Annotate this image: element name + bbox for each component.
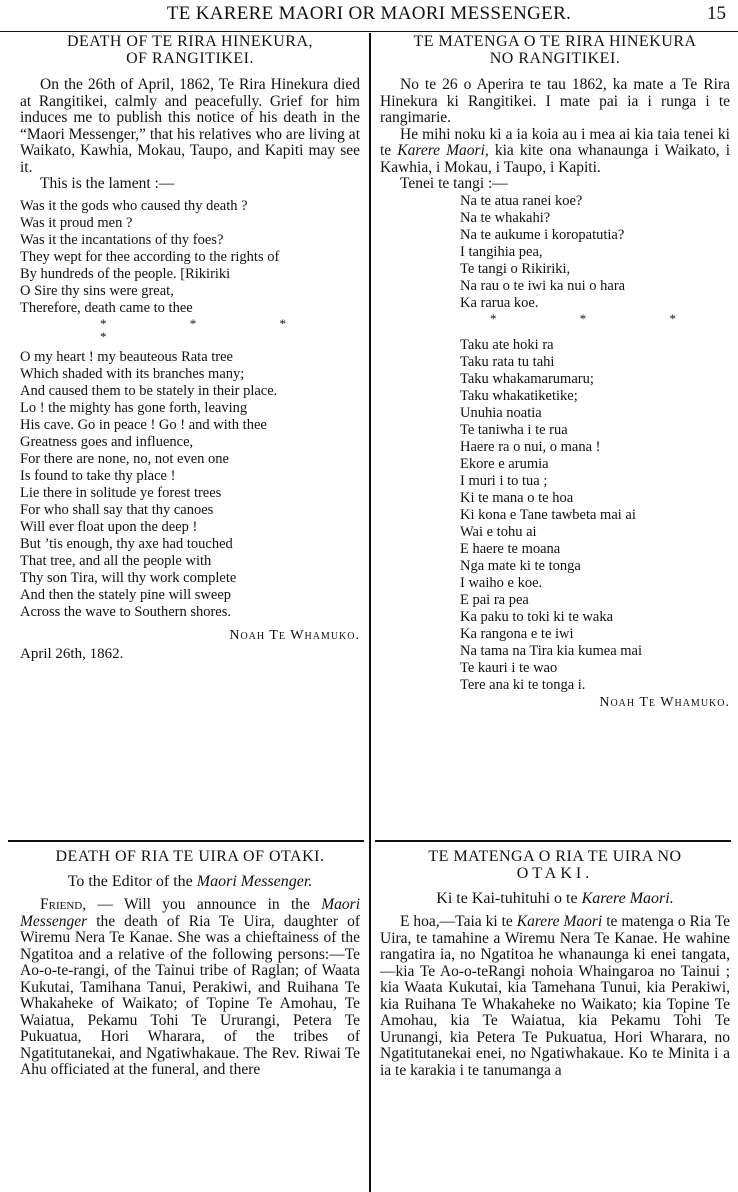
article-paragraph-2 xyxy=(380,127,730,177)
poem-line: I waiho e koe. xyxy=(460,574,543,591)
paragraph-text-1: — Will you announce in the xyxy=(86,896,322,913)
heading-line-1: TE MATENGA O RIA TE UIRA NO xyxy=(428,848,682,865)
lament-intro: Tenei te tangi :— xyxy=(400,175,508,192)
poem-line: Unuhia noatia xyxy=(460,404,542,421)
poem-line: E pai ra pea xyxy=(460,591,529,608)
paragraph-text-2: the death of Ria Te Uira, daughter of Wiremu Nera Te Kanae. She was a chieftainess of the Ngatitoa and a relative of the following persons:—Te Ao-o-te-rangi, of the Tainui tribe of Raglan; of Waata Kukutai, Tamihana Tanui, Perakiwi, and Ruihana Te Whakaheke of Waikato; of Topine Te Amohau, Te Waiatua, Pekamu Tohi Te Ururangi, Petera Te Pukuatua, Hori Wharara, of the tribes of Ngatitutanekai, and Ngatiwhakaue. The Rev. Riwai Te Ahu officiated at the funeral, and there xyxy=(20,912,360,1078)
article-paragraph xyxy=(20,897,360,1079)
lament-poem-part-1 xyxy=(380,193,730,312)
poem-line: Ka rarua koe. xyxy=(460,294,539,311)
section-divider xyxy=(8,840,364,842)
page-number: 15 xyxy=(707,3,726,24)
article-paragraph: No te 26 o Aperira te tau 1862, ka mate a Te Rira Hinekura ki Rangitikei. I mate pai ia i runga i te rangimarie. xyxy=(380,76,730,126)
poem-line: Taku whakatiketike; xyxy=(460,387,578,404)
poem-line: O Sire thy sins were great, xyxy=(20,282,174,299)
article-te-matenga-maori xyxy=(372,33,734,712)
paragraph-text-2: te matenga o Ria Te Uira, te tamahine a Wiremu Nera Te Kanae. He wahine rangatira ia, no Ngatitoa he whanaunga ki enei tangata,—kia Te Ao-o-teRangi nohoia Whaingaroa no Tainui ; kia Waata Kukutai, kia Tamehana Tunui, kia Perakiwi, kia Ruihana Te Whakaheke no Waikato; kia Topine Te Amohau, kia Te Waiatua, kia Pekamu Tohi Te Urunangi, kia Petera Te Pukuatua, Hori Wharara, no Ngatitutanekai enei, no Ngatiwhakaue. Ko te Minita i a ia te karakia i te tanumanga a xyxy=(380,913,731,1079)
paragraph-italic-1: Maori Messenger xyxy=(20,896,360,930)
lament-poem-part-2 xyxy=(380,337,730,694)
lament-intro: This is the lament :— xyxy=(40,175,175,192)
poem-line: Na tama na Tira kia kumea mai xyxy=(460,642,643,659)
poem-line: For who shall say that thy canoes xyxy=(20,501,214,518)
page-header xyxy=(0,0,738,32)
section-divider xyxy=(375,840,731,842)
poem-line: Wai e tohu ai xyxy=(460,523,537,540)
poem-line: Taku ate hoki ra xyxy=(460,336,554,353)
paragraph-text-1: E hoa,—Taia ki te xyxy=(400,913,517,930)
article-heading: DEATH OF RIA TE UIRA OF OTAKI. xyxy=(55,848,325,865)
poem-line: Was it the incantations of thy foes? xyxy=(20,231,224,248)
lament-poem-part-2 xyxy=(20,349,360,621)
poem-line: Te kauri i te wao xyxy=(460,659,558,676)
poem-line: Taku whakamarumaru; xyxy=(460,370,594,387)
poem-line: Ki kona e Tane tawbeta mai ai xyxy=(460,506,636,523)
poem-line: But ’tis enough, thy axe had touched xyxy=(20,535,233,552)
section-stars: * * * * xyxy=(100,315,326,344)
column-divider xyxy=(369,33,371,1192)
poem-line: His cave. Go in peace ! Go ! and with thee xyxy=(20,416,267,433)
poem-line: Ka rangona e te iwi xyxy=(460,625,574,642)
section-stars: * * * xyxy=(490,310,716,326)
article-paragraph xyxy=(380,914,730,1079)
newspaper-title: TE KARERE MAORI OR MAORI MESSENGER. xyxy=(166,3,572,24)
heading-line-2: NO RANGITIKEI. xyxy=(489,50,621,67)
paragraph-italic-1: Karere Maori xyxy=(516,913,603,930)
signature: Noah Te Whamuko. xyxy=(229,627,360,643)
poem-line: Taku rata tu tahi xyxy=(460,353,555,370)
to-editor-italic: Karere Maori. xyxy=(581,890,674,907)
poem-line: And then the stately pine will sweep xyxy=(20,586,232,603)
poem-line: Ka paku to toki ki te waka xyxy=(460,608,614,625)
heading-line-1: TE MATENGA O TE RIRA HINEKURA xyxy=(413,33,697,50)
poem-line: Na te whakahi? xyxy=(460,209,551,226)
poem-line: I tangihia pea, xyxy=(460,243,543,260)
poem-line: Greatness goes and influence, xyxy=(20,433,194,450)
heading-line-1: DEATH OF TE RIRA HINEKURA, xyxy=(66,33,314,50)
to-editor-prefix: Ki te Kai-tuhituhi o te xyxy=(436,890,582,907)
article-heading xyxy=(380,848,730,882)
article-te-matenga-ria-maori xyxy=(372,848,734,1079)
poem-line: Which shaded with its branches many; xyxy=(20,365,245,382)
poem-line: Lie there in solitude ye forest trees xyxy=(20,484,222,501)
to-editor-prefix: To the Editor of the xyxy=(67,873,197,890)
poem-line: Is found to take thy place ! xyxy=(20,467,176,484)
poem-line: And caused them to be stately in their place. xyxy=(20,382,278,399)
poem-line: Was it the gods who caused thy death ? xyxy=(20,197,248,214)
poem-line: Ki te mana o te hoa xyxy=(460,489,574,506)
article-death-ria-te-uira-english xyxy=(4,848,366,1079)
poem-line: Te taniwha i te rua xyxy=(460,421,568,438)
poem-line: I muri i to tua ; xyxy=(460,472,548,489)
to-editor-line xyxy=(380,890,730,908)
poem-line: Lo ! the mighty has gone forth, leaving xyxy=(20,399,248,416)
lament-poem-part-1 xyxy=(20,198,360,317)
poem-line: Tere ana ki te tonga i. xyxy=(460,676,586,693)
article-death-te-rira-english xyxy=(4,33,366,663)
poem-line: Ekore e arumia xyxy=(460,455,549,472)
to-editor-line xyxy=(20,873,360,891)
poem-line: Therefore, death came to thee xyxy=(20,299,193,316)
poem-line: E haere te moana xyxy=(460,540,561,557)
poem-line: O my heart ! my beauteous Rata tree xyxy=(20,348,233,365)
heading-line-2: OTAKI. xyxy=(516,865,594,882)
poem-line: That tree, and all the people with xyxy=(20,552,212,569)
poem-line: Te tangi o Rikiriki, xyxy=(460,260,571,277)
poem-line: They wept for thee according to the rights of xyxy=(20,248,280,265)
signature: Noah Te Whamuko. xyxy=(599,694,730,710)
poem-line: Across the wave to Southern shores. xyxy=(20,603,232,620)
poem-line: Haere ra o nui, o mana ! xyxy=(460,438,601,455)
paragraph-text: He mihi noku ki a ia koia au i mea ai kia taia tenei ki te Karere Maori, kia kite ona whanaunga i Waikato, i Kawhia, i Mokau, i Taupo, i Kapiti. xyxy=(380,125,731,176)
to-editor-italic: Maori Messenger. xyxy=(196,873,313,890)
poem-line: Na te atua ranei koe? xyxy=(460,192,583,209)
article-paragraph: On the 26th of April, 1862, Te Rira Hinekura died at Rangitikei, calmly and peacefully. Grief for him induces me to publish this notice of his death in the “Maori Messenger,” that his relatives who are living at Waikato, Kawhia, Mokau, Taupo, and Kapiti may see it. xyxy=(20,76,360,176)
article-date: April 26th, 1862. xyxy=(20,645,124,662)
poem-line: By hundreds of the people. [Rikiriki xyxy=(20,265,231,282)
poem-line: Will ever float upon the deep ! xyxy=(20,518,198,535)
poem-line: Na te aukume i koropatutia? xyxy=(460,226,625,243)
poem-line: Thy son Tira, will thy work complete xyxy=(20,569,237,586)
article-heading xyxy=(380,33,730,67)
poem-line: Nga mate ki te tonga xyxy=(460,557,581,574)
heading-line-2: OF RANGITIKEI. xyxy=(126,50,254,67)
poem-line: Na rau o te iwi ka nui o hara xyxy=(460,277,626,294)
article-heading xyxy=(20,33,360,67)
poem-line: For there are none, no, not even one xyxy=(20,450,229,467)
poem-line: Was it proud men ? xyxy=(20,214,133,231)
salutation: Friend, xyxy=(40,896,87,913)
